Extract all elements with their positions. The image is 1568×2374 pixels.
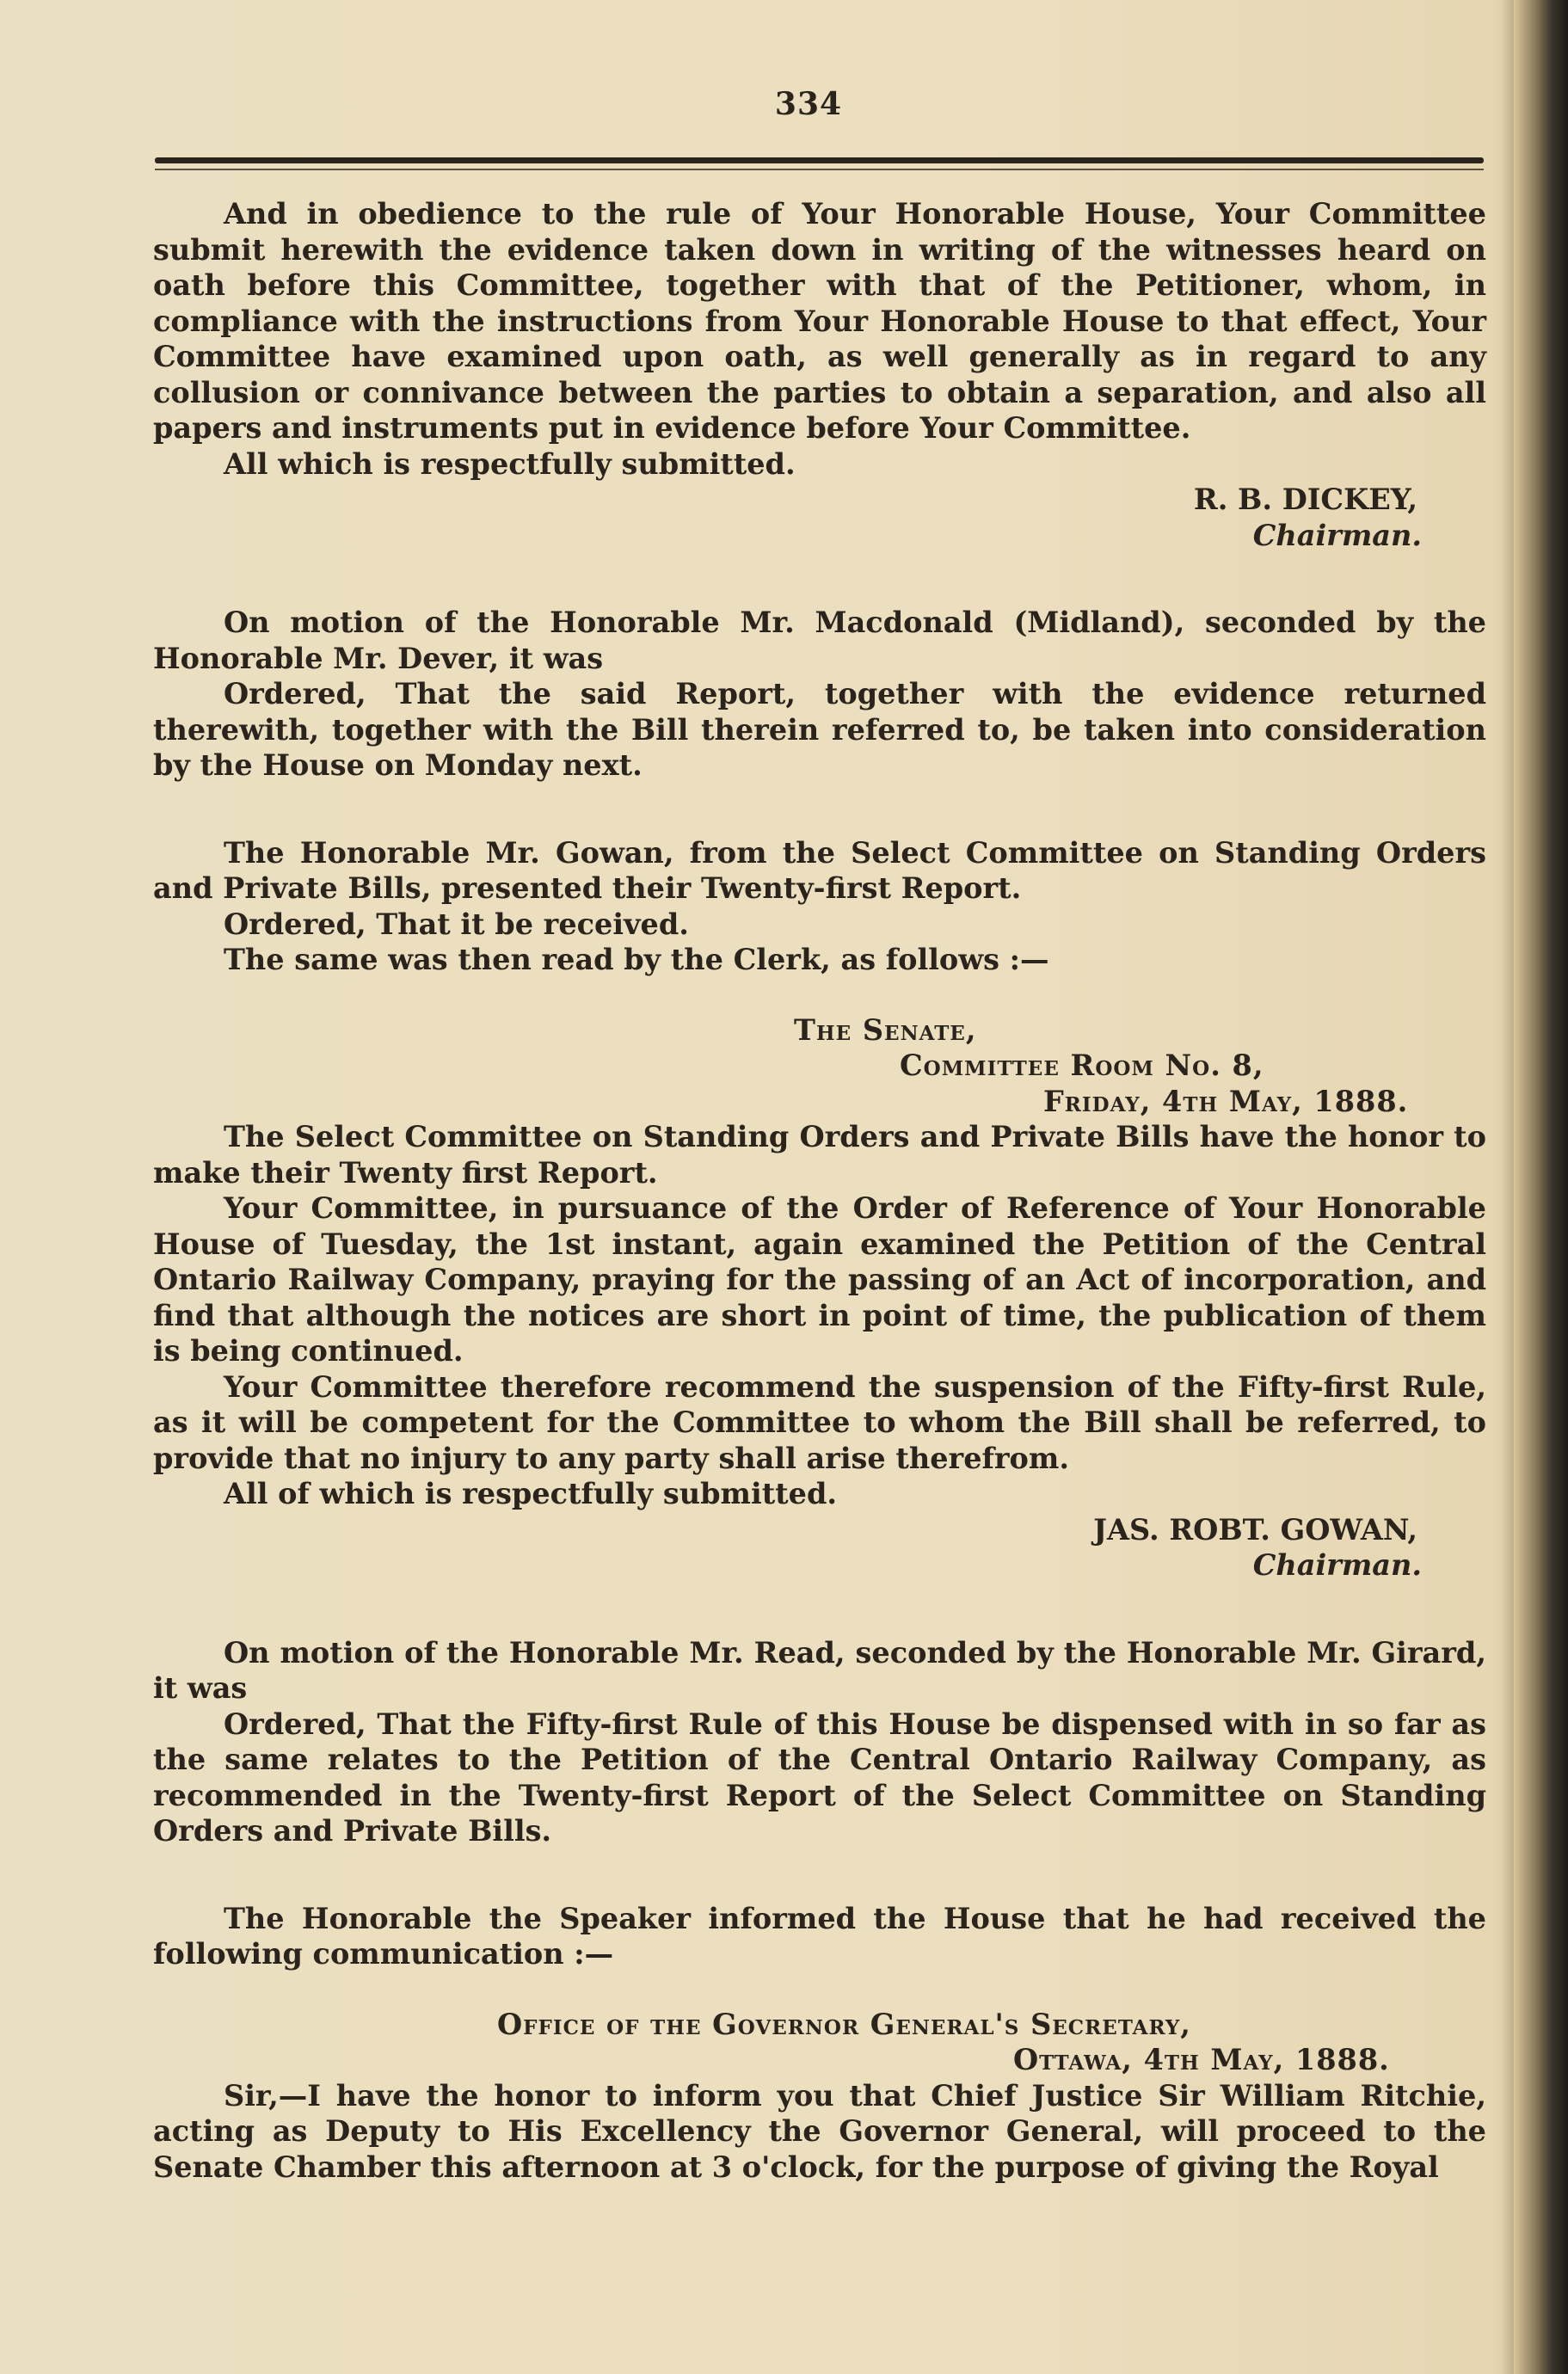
- spacer: [153, 1972, 1486, 2007]
- signature-name-dickey: R. B. DICKEY,: [1193, 483, 1417, 516]
- heading-the-senate: The Senate,: [794, 1012, 977, 1047]
- paragraph-motion-macdonald: On motion of the Honorable Mr. Macdonald (Midland), seconded by the Honorable Mr. Dever, it was: [153, 606, 1486, 675]
- spacer: [153, 553, 1486, 605]
- paragraph-gowan-report: The Honorable Mr. Gowan, from the Select Committee on Standing Orders and Private Bills, presented their Twenty-first Report.: [153, 835, 1486, 905]
- paragraph-ordered-received: Ordered, That it be received.: [224, 907, 689, 941]
- spacer: [153, 978, 1486, 1012]
- paragraph-motion-read: On motion of the Honorable Mr. Read, seconded by the Honorable Mr. Girard, it was: [153, 1635, 1486, 1705]
- signature-title-dickey: Chairman.: [1252, 518, 1422, 552]
- paragraph-ordered-fifty-first-rule: Ordered, That the Fifty-first Rule of this House be dispensed with in so far as the same relates to the Petition of the Central Ontario Railway Company, as recommended in the Twenty-first Report of the Select Committee on Standing Orders and Private Bills.: [153, 1707, 1486, 1848]
- paragraph-read-by-clerk: The same was then read by the Clerk, as follows :—: [224, 943, 1049, 976]
- paragraph-ordered-report: Ordered, That the said Report, together with the evidence returned therewith, together with the Bill therein referred to, be taken into consideration by the House on Monday next.: [153, 677, 1486, 782]
- signature-title-gowan: Chairman.: [1252, 1548, 1422, 1582]
- signature-name-gowan: JAS. ROBT. GOWAN,: [1093, 1512, 1417, 1547]
- header-rule-thin: [155, 169, 1484, 170]
- paragraph-all-submitted: All of which is respectfully submitted.: [224, 1477, 838, 1510]
- heading-date: Friday, 4th May, 1888.: [1043, 1084, 1409, 1118]
- paragraph-letter-sir: Sir,—I have the honor to inform you that Chief Justice Sir William Ritchie, acting as Deputy to His Excellency the Governor General, will proceed to the Senate Chamber this afternoon at 3 o'clock, for the purpose of giving the Royal: [153, 2078, 1486, 2184]
- book-spine: [1514, 0, 1568, 2374]
- page-body: [153, 196, 1486, 2185]
- paragraph-twenty-first-report: The Select Committee on Standing Orders and Private Bills have the honor to make their Twenty first Report.: [153, 1120, 1486, 1190]
- paragraph-speaker-communication: The Honorable the Speaker informed the House that he had received the following communication :—: [153, 1901, 1486, 1971]
- paragraph-submitted: All which is respectfully submitted.: [224, 446, 796, 481]
- spacer: [153, 1849, 1486, 1901]
- heading-ottawa-date: Ottawa, 4th May, 1888.: [1013, 2043, 1390, 2076]
- page-number: 334: [774, 86, 843, 122]
- heading-committee-room: Committee Room No. 8,: [900, 1049, 1264, 1082]
- paragraph-central-ontario-petition: Your Committee, in pursuance of the Order of Reference of Your Honorable House of Tuesday, the 1st instant, again examined the Petition of the Central Ontario Railway Company, praying for the passing of an Act of incorporation, and find that although the notices are short in point of time, the publication of them is being continued.: [153, 1191, 1486, 1368]
- heading-governor-office: Office of the Governor General's Secretary,: [497, 2007, 1191, 2041]
- header-rule: [155, 157, 1484, 163]
- paragraph-recommend-suspension: Your Committee therefore recommend the suspension of the Fifty-first Rule, as it will be competent for the Committee to whom the Bill shall be referred, to provide that no injury to any party shall arise therefrom.: [153, 1369, 1486, 1475]
- spacer: [153, 784, 1486, 835]
- spacer: [153, 1584, 1486, 1635]
- paragraph-evidence: And in obedience to the rule of Your Honorable House, Your Committee submit herewith the evidence taken down in writing of the witnesses heard on oath before this Committee, together with that of the Petitioner, whom, in compliance with the instructions from Your Honorable House to that effect, Your Committee have examined upon oath, as well generally as in regard to any collusion or connivance between the parties to obtain a separation, and also all papers and instruments put in evidence before Your Committee.: [153, 197, 1486, 445]
